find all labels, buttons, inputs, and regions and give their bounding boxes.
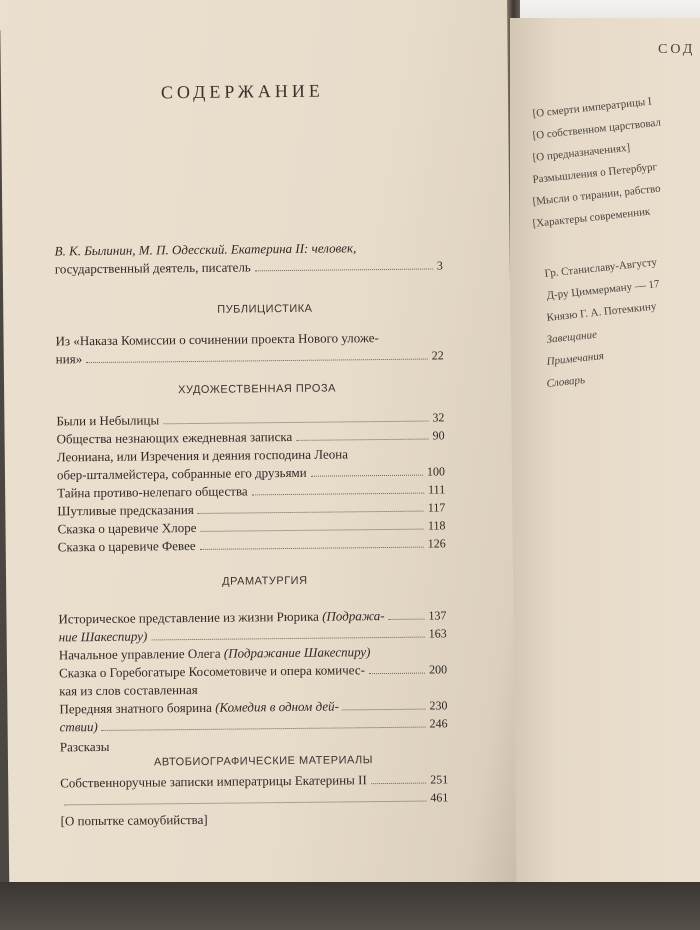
right-line: [Характеры современник <box>532 205 651 230</box>
toc-entry: ния» 22 <box>55 348 444 367</box>
right-page <box>510 18 700 918</box>
toc-entry: Разсказы <box>59 738 110 755</box>
right-line: [О собственном царствовал <box>532 116 662 142</box>
toc-entry: [О попытке самоубийства] <box>60 811 208 829</box>
toc-entry: Собственноручные записки императрицы Екатерины II 251 <box>60 772 449 791</box>
right-line: Завещание <box>546 328 598 346</box>
toc-entry: государственный деятель, писатель 3 <box>54 258 443 277</box>
right-line: Словарь <box>546 373 586 390</box>
toc-entry: Леониана, или Изречения и деяния господина Леона <box>56 446 349 465</box>
right-line: [О предназначениях] <box>532 141 631 164</box>
toc-entry: Шутливые предсказания 117 <box>57 500 446 519</box>
right-line: Д-ру Циммерману — 17 <box>546 278 661 302</box>
toc-entry: Общества незнающих ежедневная записка 90 <box>56 428 445 447</box>
section-title: ХУДОЖЕСТВЕННАЯ ПРОЗА <box>178 382 336 397</box>
section-title: ПУБЛИЦИСТИКА <box>217 302 313 316</box>
toc-entry: В. К. Былинин, М. П. Одесский. Екатерина II: человек, <box>54 240 357 259</box>
toc-entry: Сказка о Горебогатыре Косометовиче и опера комичес- 200 <box>58 662 448 681</box>
right-line: [О смерти императрицы I <box>532 95 653 120</box>
right-line: Примечания <box>546 349 605 368</box>
toc-entry: Сказка о царевиче Февее 126 <box>57 536 446 555</box>
toc-entry: ствии) 246 <box>59 716 448 735</box>
page-title: СОДЕРЖАНИЕ <box>160 80 324 103</box>
toc-entry: кая из слов составленная <box>59 681 198 699</box>
toc-entry: ние Шакеспиру) 163 <box>58 626 447 645</box>
toc-entry: Сказка о царевиче Хлоре 118 <box>57 518 446 537</box>
right-line: Князю Г. А. Потемкину <box>546 300 657 324</box>
toc-entry: Начальное управление Олега (Подражание Шакеспиру) <box>58 644 371 663</box>
right-line: [Мысли о тирании, рабство <box>532 182 662 208</box>
toc-entry: Тайна противо-нелепаго общества 111 <box>57 482 446 501</box>
book-bottom-edge <box>0 882 700 930</box>
toc-entry: Были и Небылицы 32 <box>56 410 445 429</box>
section-title: ДРАМАТУРГИЯ <box>222 574 308 588</box>
right-line: Гр. Станиславу-Августу <box>544 256 658 280</box>
toc-entry: Из «Наказа Комиссии о сочинении проекта Нового уложе- <box>55 330 379 349</box>
section-title: АВТОБИОГРАФИЧЕСКИЕ МАТЕРИАЛЫ <box>153 754 374 769</box>
toc-entry: обер-шталмейстера, собранные его друзьями 100 <box>56 464 446 483</box>
right-page-heading: СОД <box>658 42 696 57</box>
right-line: Размышления о Петербург <box>532 160 658 186</box>
toc-entry: Передняя знатного боярина (Комедия в одном дей- 230 <box>59 698 448 717</box>
toc-entry: Историческое представление из жизни Рюрика (Подража- 137 <box>58 608 447 627</box>
toc-entry: 461 <box>60 789 448 809</box>
